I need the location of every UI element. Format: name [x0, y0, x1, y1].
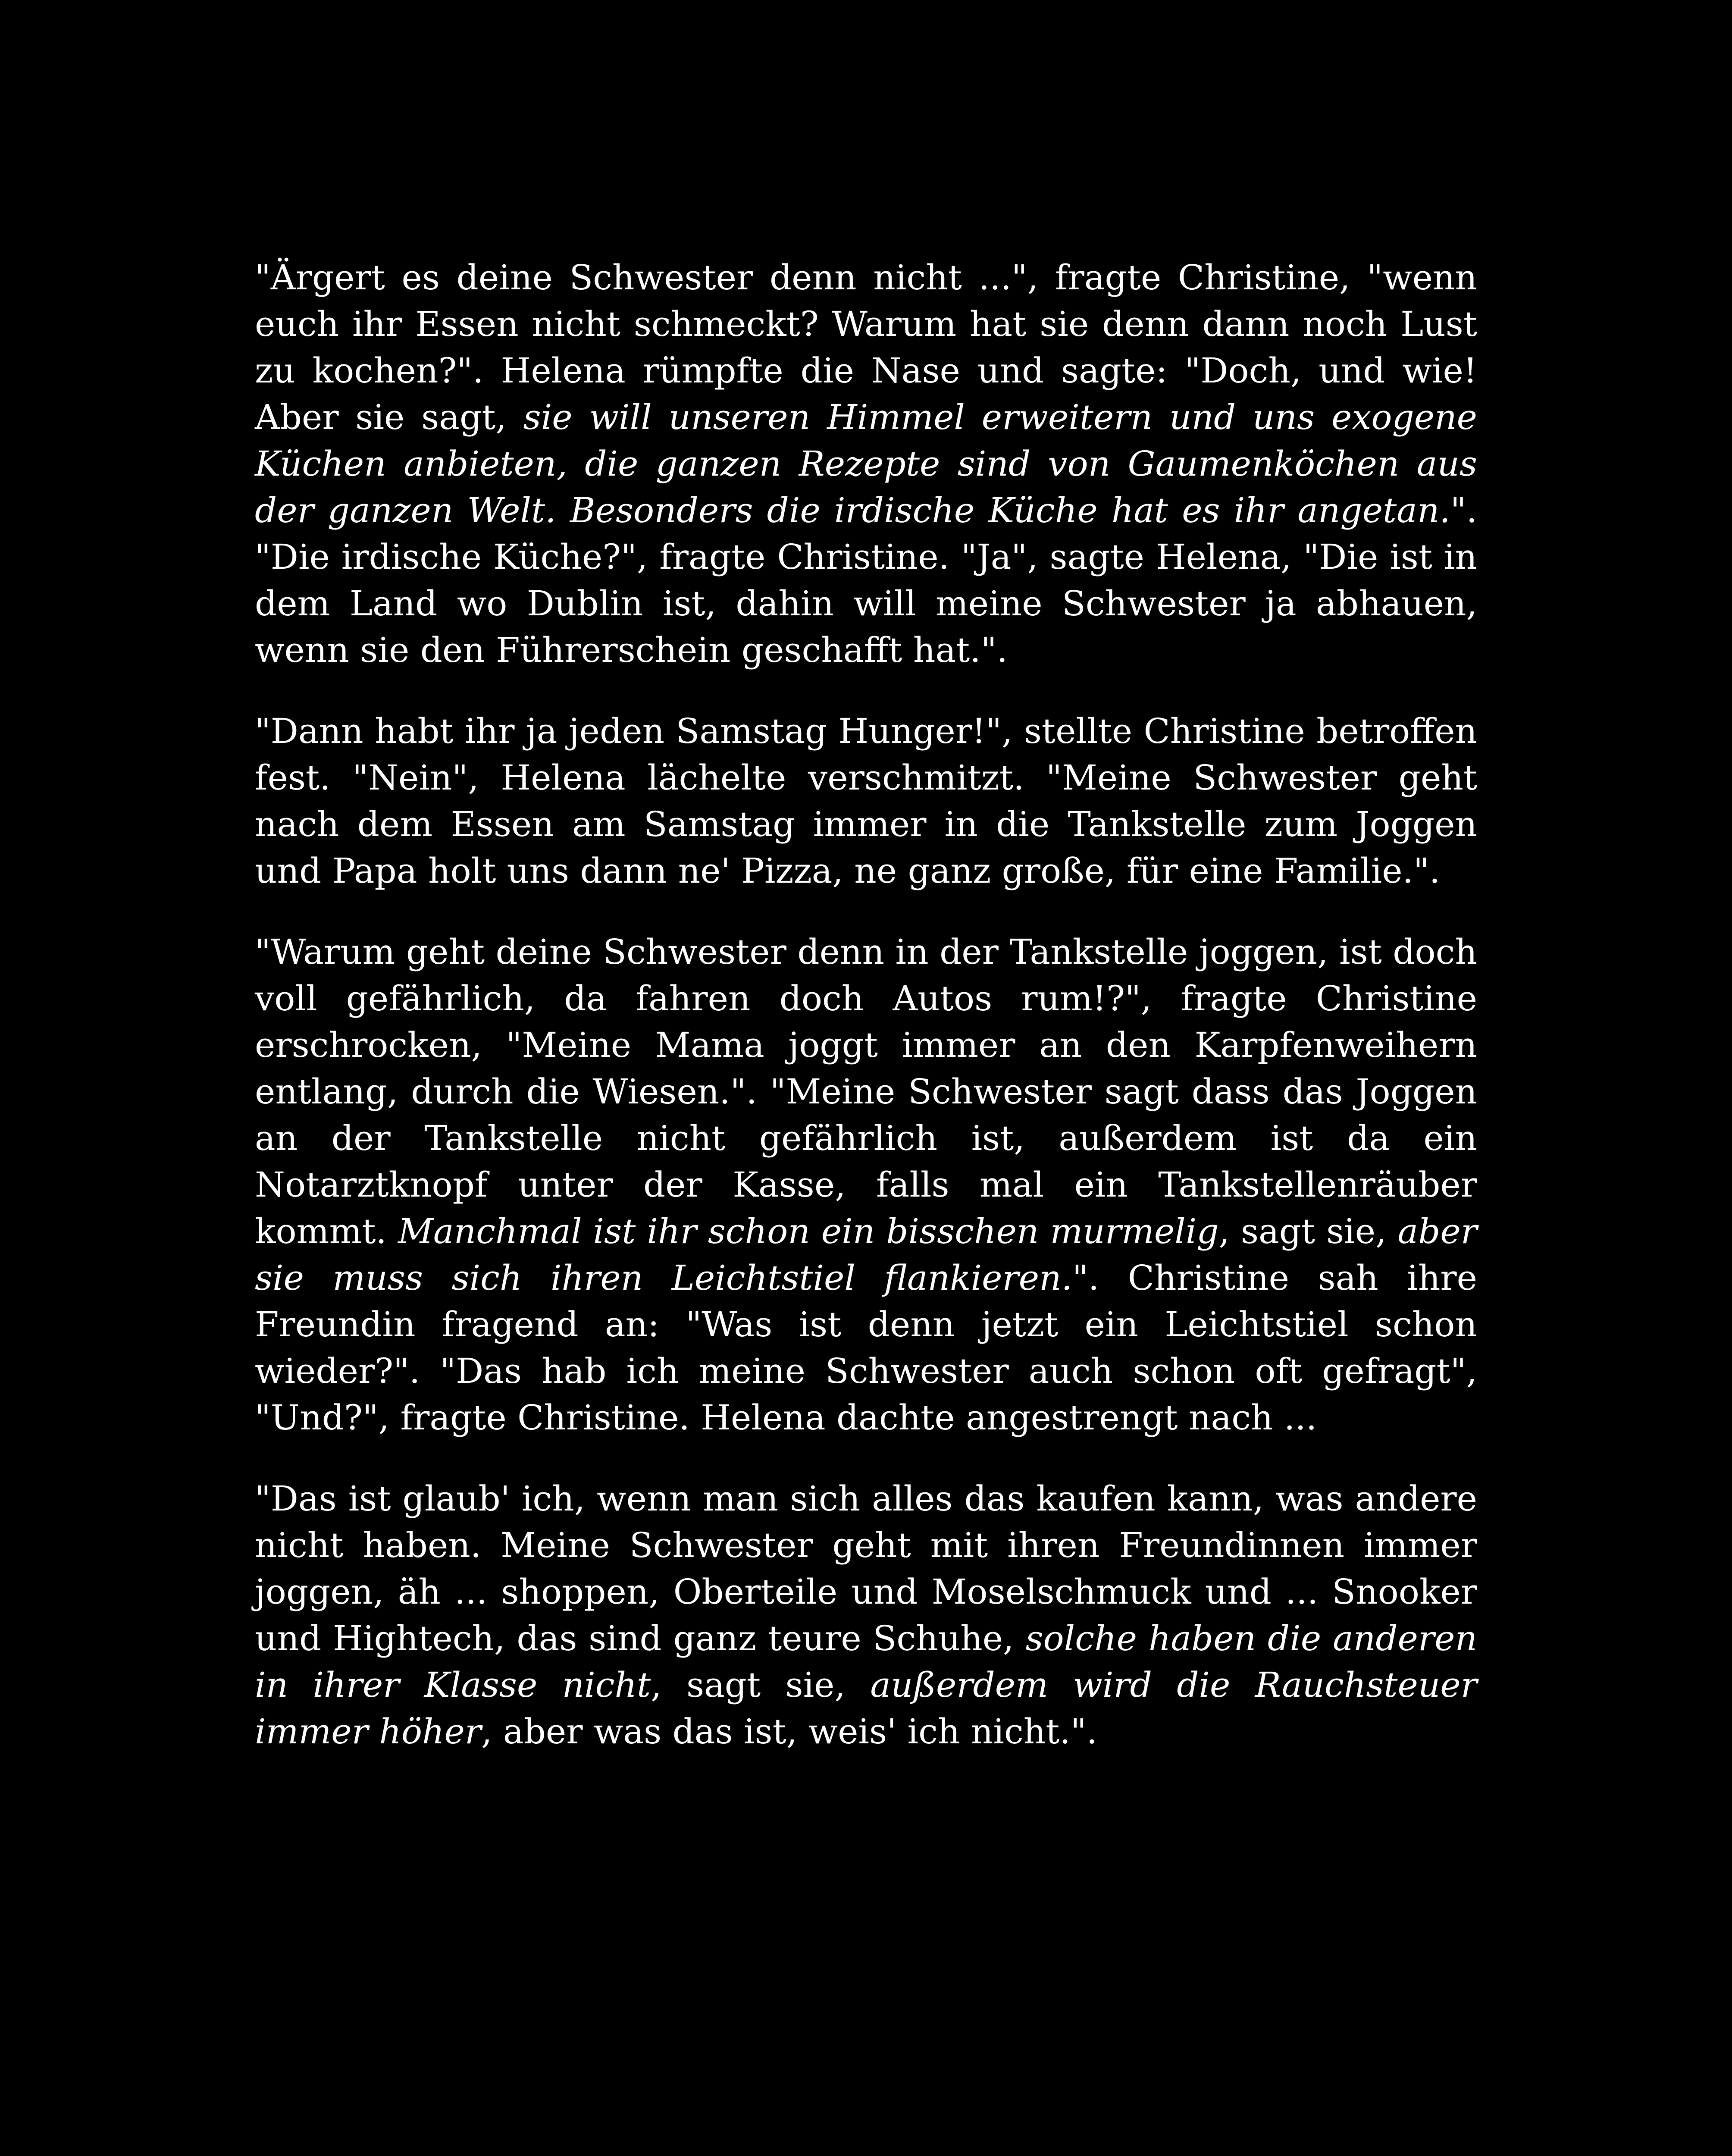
paragraph-1-segment-1: "Ärgert es deine Schwester denn nicht ...", fragte Christine, "wenn euch ihr Essen nicht schmeckt? Warum hat sie denn dann noch Lust zu kochen?". Helena rümpfte die Nase und sagte: "Doch, und wie! Aber sie sagt, [255, 257, 1477, 437]
paragraph-2-segment-1: "Dann habt ihr ja jeden Samstag Hunger!", stellte Christine betroffen fest. "Nein", Helena lächelte verschmitzt. "Meine Schwester geht nach dem Essen am Samstag immer in die Tankstelle zum Joggen und Papa holt uns dann ne' Pizza, ne ganz große, für eine Familie.". [255, 711, 1477, 891]
story-text [255, 254, 1477, 1789]
paragraph-4-segment-4-italic: außerdem wird die Rauchsteuer immer höher [255, 1665, 1478, 1752]
paragraph-3-segment-5: ". Christine sah ihre Freundin fragend an: "Was ist denn jetzt ein Leichtstiel schon wieder?". "Das hab ich meine Schwester auch schon oft gefragt", "Und?", fragte Christine. Helena dachte angestrengt nach ... [255, 1258, 1477, 1438]
paragraph-3-segment-2-italic: Manchmal ist ihr schon ein bisschen murmelig [398, 1211, 1219, 1251]
paragraph-1 [255, 254, 1477, 674]
paragraph-3-segment-3: , sagt sie, [1218, 1211, 1398, 1251]
paragraph-4-segment-1: "Das ist glaub' ich, wenn man sich alles das kaufen kann, was andere nicht haben. Meine Schwester geht mit ihren Freundinnen immer joggen, äh ... shoppen, Oberteile und Moselschmuck und ... Snooker und Hightech, das sind ganz teure Schuhe, [255, 1479, 1477, 1658]
paragraph-2 [255, 708, 1477, 894]
paragraph-3-segment-4-italic: aber sie muss sich ihren Leichtstiel flankieren. [255, 1211, 1478, 1298]
paragraph-1-segment-2-italic: sie will unseren Himmel erweitern und uns exogene Küchen anbieten, die ganzen Rezepte sind von Gaumenköchen aus der ganzen Welt. Besonders die irdische Küche hat es ihr angetan. [255, 397, 1477, 530]
paragraph-3-segment-1: "Warum geht deine Schwester denn in der Tankstelle joggen, ist doch voll gefährlich, da fahren doch Autos rum!?", fragte Christine erschrocken, "Meine Mama joggt immer an den Karpfenweihern entlang, durch die Wiesen.". "Meine Schwester sagt dass das Joggen an der Tankstelle nicht gefährlich ist, außerdem ist da ein Notarztknopf unter der Kasse, falls mal ein Tankstellenräuber kommt. [255, 932, 1477, 1251]
paragraph-4-segment-3: , sagt sie, [651, 1665, 871, 1705]
paragraph-4-segment-2-italic: solche haben die anderen in ihrer Klasse nicht [255, 1618, 1477, 1705]
paragraph-4 [255, 1476, 1477, 1755]
paragraph-1-segment-3: ". "Die irdische Küche?", fragte Christine. "Ja", sagte Helena, "Die ist in dem Land wo Dublin ist, dahin will meine Schwester ja abhauen, wenn sie den Führerschein geschafft hat.". [255, 490, 1477, 670]
paragraph-4-segment-5: , aber was das ist, weis' ich nicht.". [481, 1711, 1098, 1752]
paragraph-3 [255, 929, 1477, 1441]
